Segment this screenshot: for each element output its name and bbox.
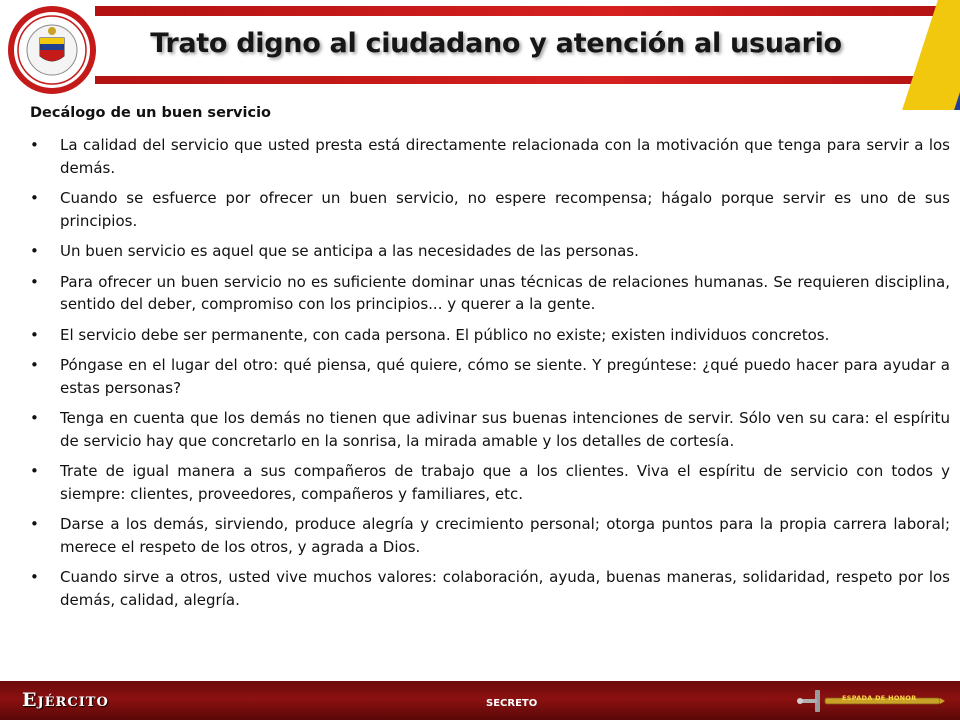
list-item (30, 354, 950, 399)
header-stripe-bottom (95, 76, 955, 84)
section-subtitle: Decálogo de un buen servicio (30, 105, 271, 121)
list-item (30, 324, 950, 347)
list-item (30, 513, 950, 558)
list-item (30, 407, 950, 452)
list-item (30, 566, 950, 611)
slide-footer (0, 681, 960, 720)
bullet-icon: • (30, 568, 39, 586)
bullet-icon: • (30, 136, 39, 154)
list-item-text: El servicio debe ser permanente, con cada persona. El público no existe; existen individuos concretos. (60, 325, 830, 344)
bullet-icon: • (30, 189, 39, 207)
list-item (30, 460, 950, 505)
list-item (30, 271, 950, 316)
list-item-text: Para ofrecer un buen servicio no es suficiente dominar unas técnicas de relaciones humanas. Se requieren disciplina, sentido del deber, compromiso con los principios... y querer a la gente. (60, 272, 950, 313)
list-item (30, 187, 950, 232)
bullet-icon: • (30, 325, 39, 344)
list-item-text: Trate de igual manera a sus compañeros de trabajo que a los clientes. Viva el espíritu de servicio con todos y siempre: clientes, proveedores, compañeros y familiares, etc. (60, 462, 950, 503)
classification-label: SECRETO (486, 698, 538, 709)
list-item-text: Un buen servicio es aquel que se anticipa a las necesidades de las personas. (60, 242, 639, 260)
bullet-icon: • (30, 515, 39, 533)
bullet-icon: • (30, 242, 39, 260)
bullet-icon: • (30, 356, 39, 374)
list-item (30, 134, 950, 179)
header-stripe-top (95, 6, 955, 16)
bullet-icon: • (30, 409, 39, 427)
bullet-icon: • (30, 272, 39, 291)
slide-title: Trato digno al ciudadano y atención al usuario (150, 28, 842, 59)
list-item (30, 240, 950, 263)
list-item-text: Cuando sirve a otros, usted vive muchos valores: colaboración, ayuda, buenas maneras, solidaridad, respeto por los demás, calidad, alegría. (60, 568, 950, 609)
slide-header (0, 0, 960, 96)
service-decalogue-list (30, 134, 950, 611)
motto-text: ESPADA DE HONOR (842, 694, 917, 702)
army-seal-icon (6, 4, 98, 96)
list-item-text: Tenga en cuenta que los demás no tienen que adivinar sus buenas intenciones de servir. Sólo ven su cara: el espíritu de servicio hay que concretarlo en la sonrisa, la mirada amable y los detalles de cortesía. (60, 409, 950, 450)
bullet-icon: • (30, 462, 39, 480)
list-item-text: Cuando se esfuerce por ofrecer un buen servicio, no espere recompensa; hágalo porque servir es uno de sus principios. (60, 189, 950, 230)
list-item-text: Darse a los demás, sirviendo, produce alegría y crecimiento personal; otorga puntos para la propia carrera laboral; merece el respeto de los otros, y agrada a Dios. (60, 515, 950, 556)
slide-content (30, 105, 950, 619)
list-item-text: Póngase en el lugar del otro: qué piensa, qué quiere, cómo se siente. Y pregúntese: ¿qué puedo hacer para ayudar a estas personas? (60, 356, 950, 397)
list-item-text: La calidad del servicio que usted presta está directamente relacionada con la motivación que tenga para servir a los demás. (60, 136, 950, 177)
footer-brand-logo: Ejército (22, 689, 109, 711)
